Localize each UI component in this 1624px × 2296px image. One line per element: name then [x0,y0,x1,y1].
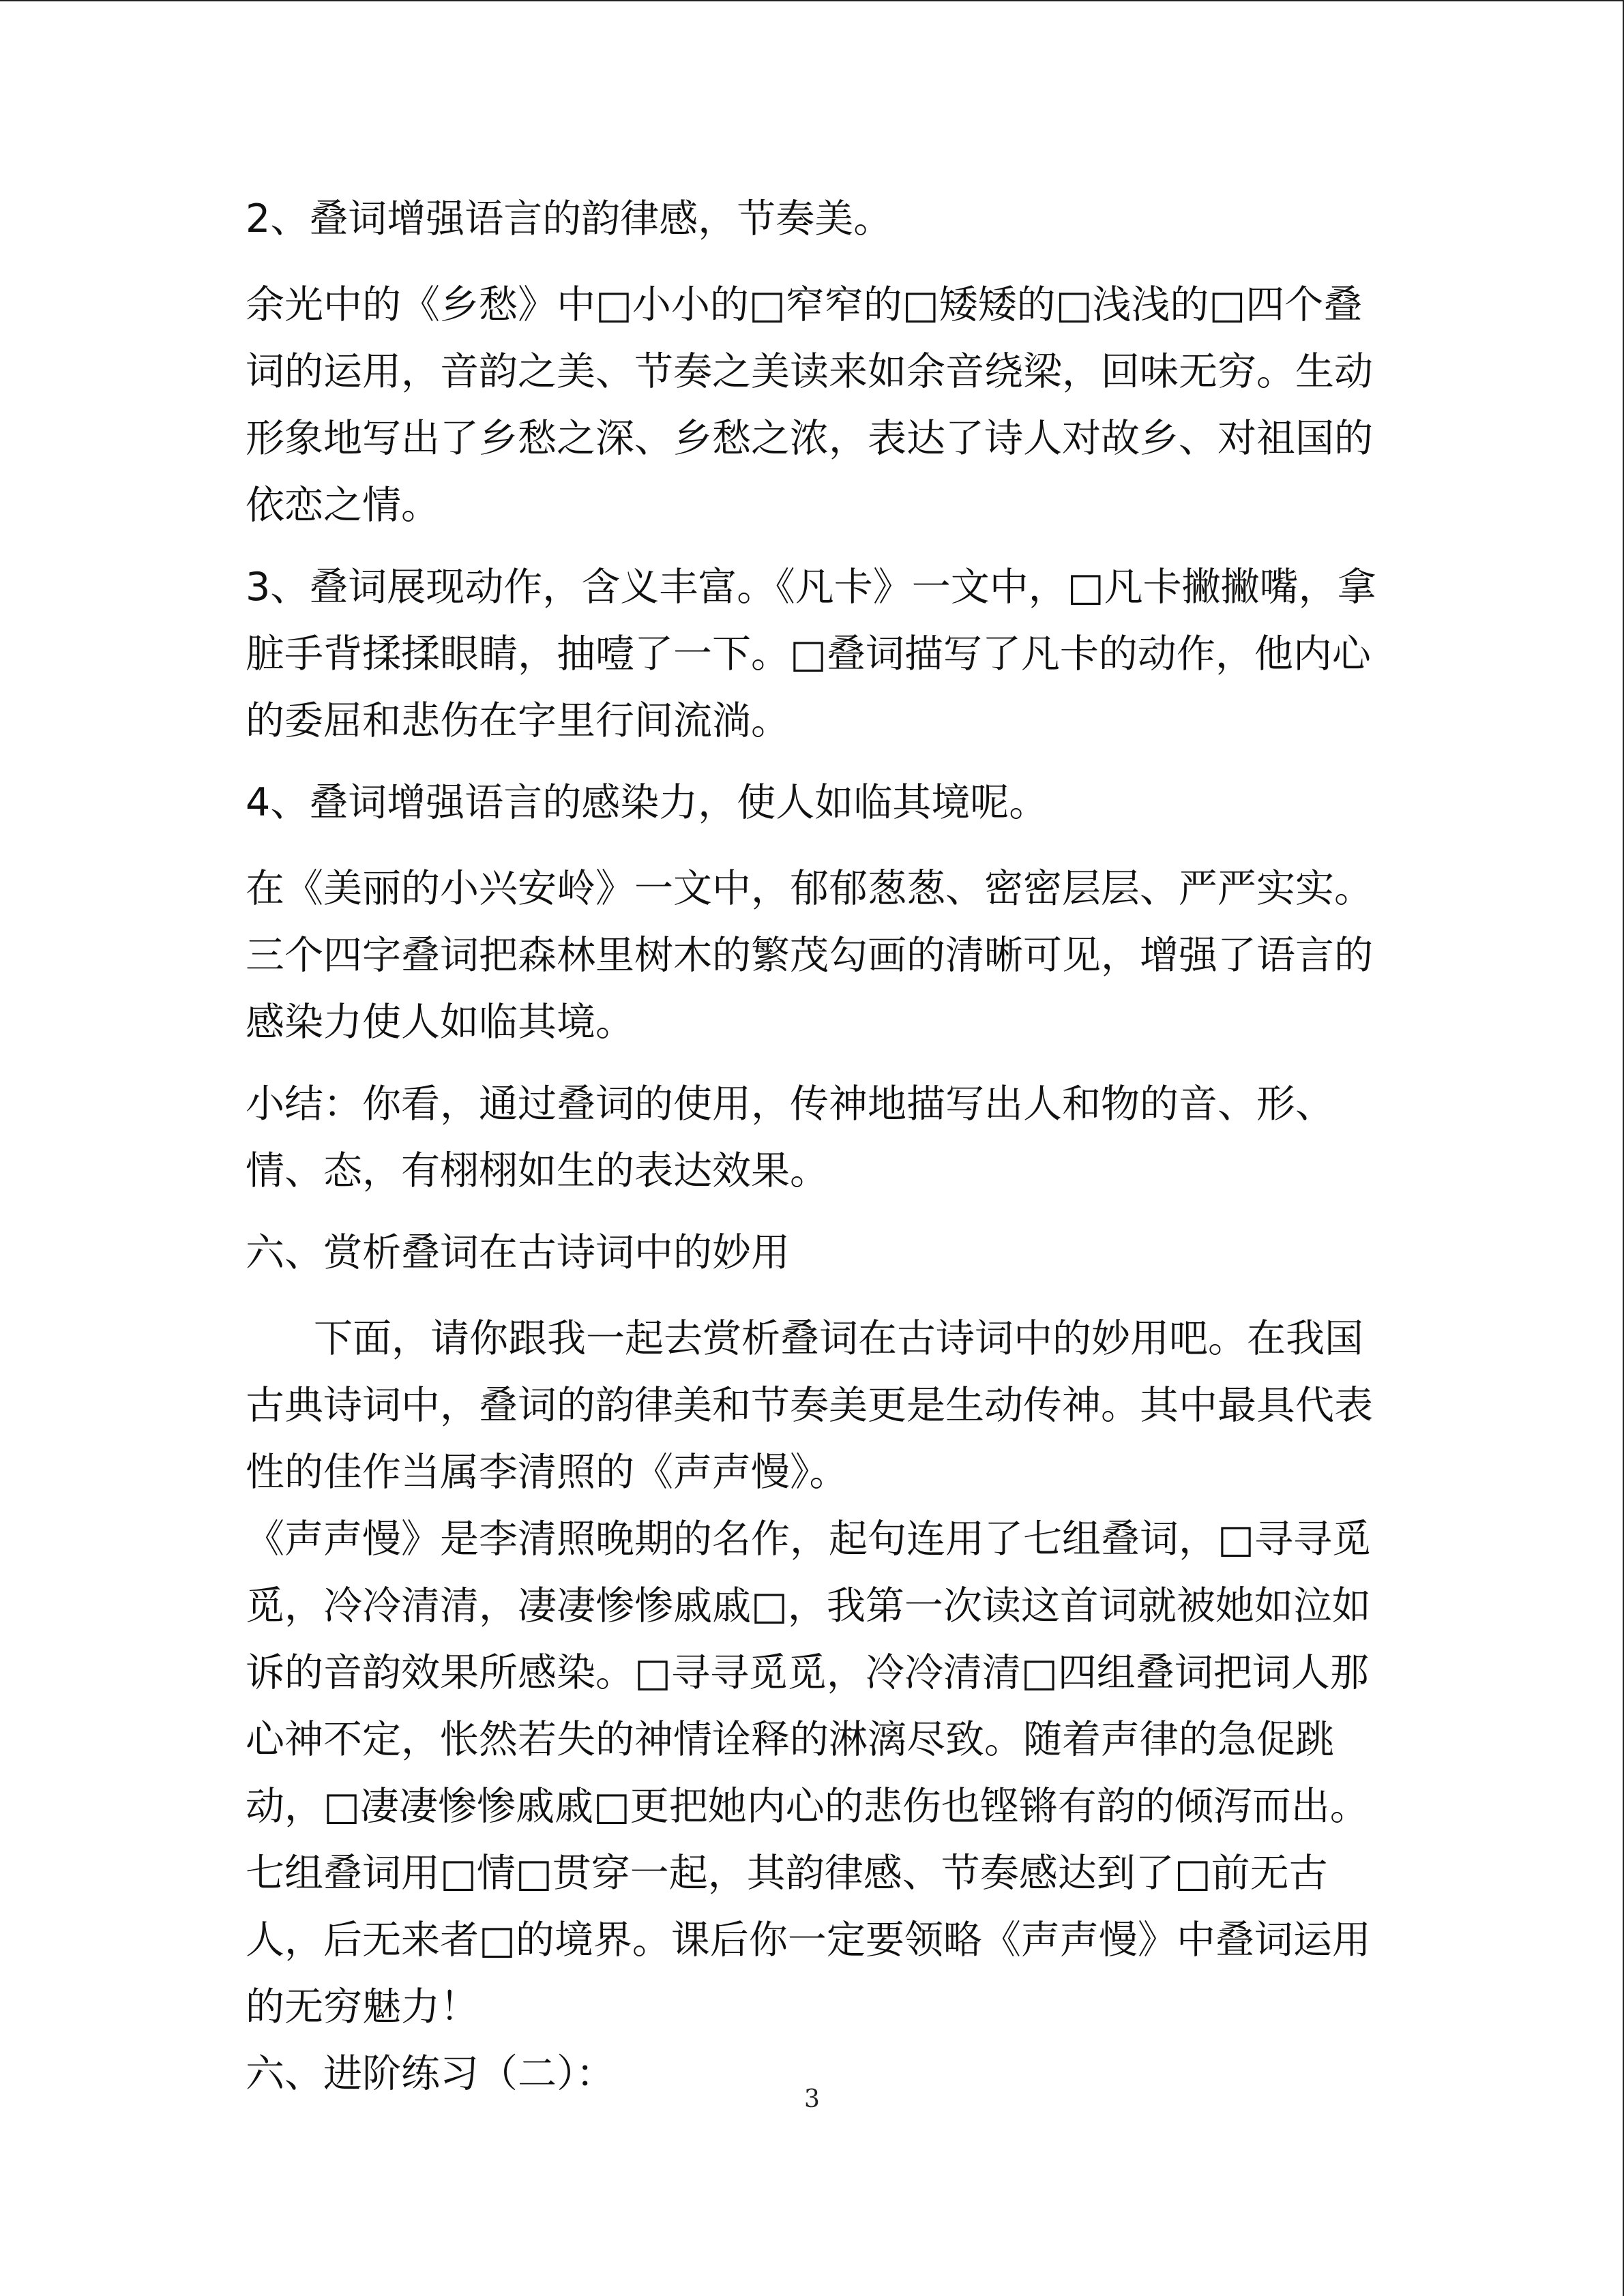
paragraph-shengshengman: 《声声慢》是李清照晚期的名作，起句连用了七组叠词，□寻寻觅觅，冷冷清清，凄凄惨惨戚戚□，我第一次读这首词就被她如泣如诉的音韵效果所感染。□寻寻觅觅，冷冷清清□四组叠词把词人那心神不定，怅然若失的神情诠释的淋漓尽致。随着声律的急促跳动，□凄凄惨惨戚戚□更把她内心的悲伤也铿锵有韵的倾泻而出。七组叠词用□情□贯穿一起，其韵律感、节奏感达到了□前无古人，后无来者□的境界。课后你一定要领略《声声慢》中叠词运用的无穷魅力！ [246,1517,1371,2029]
paragraph-intro: 下面，请你跟我一起去赏析叠词在古诗词中的妙用吧。在我国古典诗词中，叠词的韵律美和节奏美更是生动传神。其中最具代表性的佳作当属李清照的《声声慢》。 [246,1316,1373,1495]
paragraph-heading-4: 4、叠词增强语言的感染力，使人如临其境呢。 [246,780,1048,825]
paragraph-summary: 小结：你看，通过叠词的使用，传神地描写出人和物的音、形、情、态，有栩栩如生的表达效果。 [246,1082,1334,1193]
paragraph-fanka: 3、叠词展现动作，含义丰富。《凡卡》一文中，□凡卡撇撇嘴，拿脏手背揉揉眼睛，抽噎了一下。□叠词描写了凡卡的动作，他内心的委屈和悲伤在字里行间流淌。 [246,565,1376,743]
page-content [246,185,1391,2122]
paragraph-xinganling: 在《美丽的小兴安岭》一文中，郁郁葱葱、密密层层、严严实实。三个四字叠词把森林里树木的繁茂勾画的清晰可见，增强了语言的感染力使人如临其境。 [246,866,1373,1045]
section-heading-practice: 六、进阶练习（二）： [246,2051,615,2096]
section-heading-appreciation: 六、赏析叠词在古诗词中的妙用 [246,1230,790,1275]
paragraph-xiangchou: 余光中的《乡愁》中□小小的□窄窄的□矮矮的□浅浅的□四个叠词的运用，音韵之美、节奏之美读来如余音绕梁，回味无穷。生动形象地写出了乡愁之深、乡愁之浓，表达了诗人对故乡、对祖国的依恋之情。 [246,282,1373,528]
paragraph-heading-2: 2、叠词增强语言的韵律感，节奏美。 [246,196,893,241]
page-number: 3 [804,2085,820,2113]
